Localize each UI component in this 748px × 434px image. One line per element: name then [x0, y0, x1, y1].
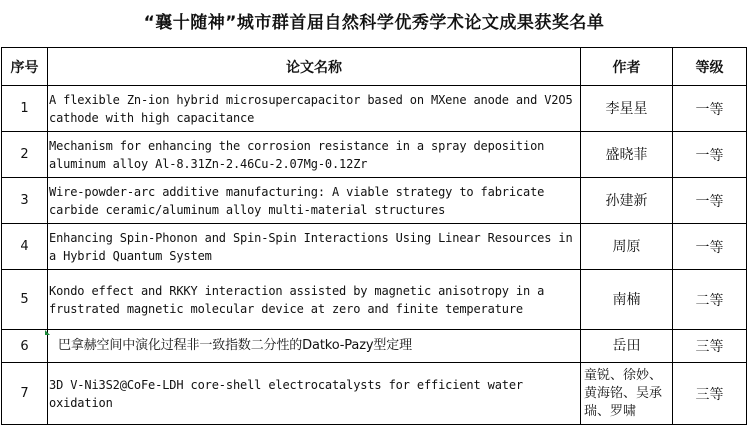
table-row: [2, 132, 747, 178]
table-row: [2, 270, 747, 330]
awards-table: [1, 47, 747, 425]
row-index: 1: [2, 86, 48, 132]
row-paper-title: Enhancing Spin-Phonon and Spin-Spin Interactions Using Linear Resources in a Hybrid Quantum System: [48, 224, 581, 270]
row-paper-title: Wire-powder-arc additive manufacturing: A viable strategy to fabricate carbide ceramic/aluminum alloy multi-material structures: [48, 178, 581, 224]
row-paper-title: 3D V-Ni3S2@CoFe-LDH core-shell electrocatalysts for efficient water oxidation: [48, 363, 581, 425]
row-author: 李星星: [581, 86, 673, 132]
row-grade: 一等: [673, 132, 747, 178]
header-paper: 论文名称: [48, 48, 581, 86]
row-author: 周原: [581, 224, 673, 270]
row-grade: 三等: [673, 330, 747, 363]
table-row: [2, 86, 747, 132]
table-row: [2, 330, 747, 363]
header-author: 作者: [581, 48, 673, 86]
row-index: 6: [2, 330, 48, 363]
row-index: 3: [2, 178, 48, 224]
page-title: “襄十随神”城市群首届自然科学优秀学术论文成果获奖名单: [143, 13, 605, 33]
header-index: 序号: [2, 48, 48, 86]
row-grade: 二等: [673, 270, 747, 330]
row-author: 童锐、徐妙、黄海铭、吴承瑞、罗啸: [581, 363, 673, 425]
row-author: 孙建新: [581, 178, 673, 224]
table-row: [2, 178, 747, 224]
row-author: 盛晓菲: [581, 132, 673, 178]
cell-comment-marker: [45, 330, 50, 335]
row-author: 南楠: [581, 270, 673, 330]
row-grade: 三等: [673, 363, 747, 425]
row-grade: 一等: [673, 224, 747, 270]
row-index: 5: [2, 270, 48, 330]
table-row: [2, 363, 747, 425]
row-author: 岳田: [581, 330, 673, 363]
row-grade: 一等: [673, 178, 747, 224]
row-index: 2: [2, 132, 48, 178]
row-grade: 一等: [673, 86, 747, 132]
row-paper-title: Kondo effect and RKKY interaction assisted by magnetic anisotropy in a frustrated magnetic molecular device at zero and finite temperature: [48, 270, 581, 330]
table-row: [2, 224, 747, 270]
table-header-row: [2, 48, 747, 86]
row-index: 4: [2, 224, 48, 270]
row-index: 7: [2, 363, 48, 425]
row-paper-title: Mechanism for enhancing the corrosion resistance in a spray deposition aluminum alloy Al-8.31Zn-2.46Cu-2.07Mg-0.12Zr: [48, 132, 581, 178]
header-grade: 等级: [673, 48, 747, 86]
row-paper-title: A flexible Zn-ion hybrid microsupercapacitor based on MXene anode and V2O5 cathode with high capacitance: [48, 86, 581, 132]
row-paper-title: 巴拿赫空间中演化过程非一致指数二分性的Datko-Pazy型定理: [48, 330, 581, 363]
